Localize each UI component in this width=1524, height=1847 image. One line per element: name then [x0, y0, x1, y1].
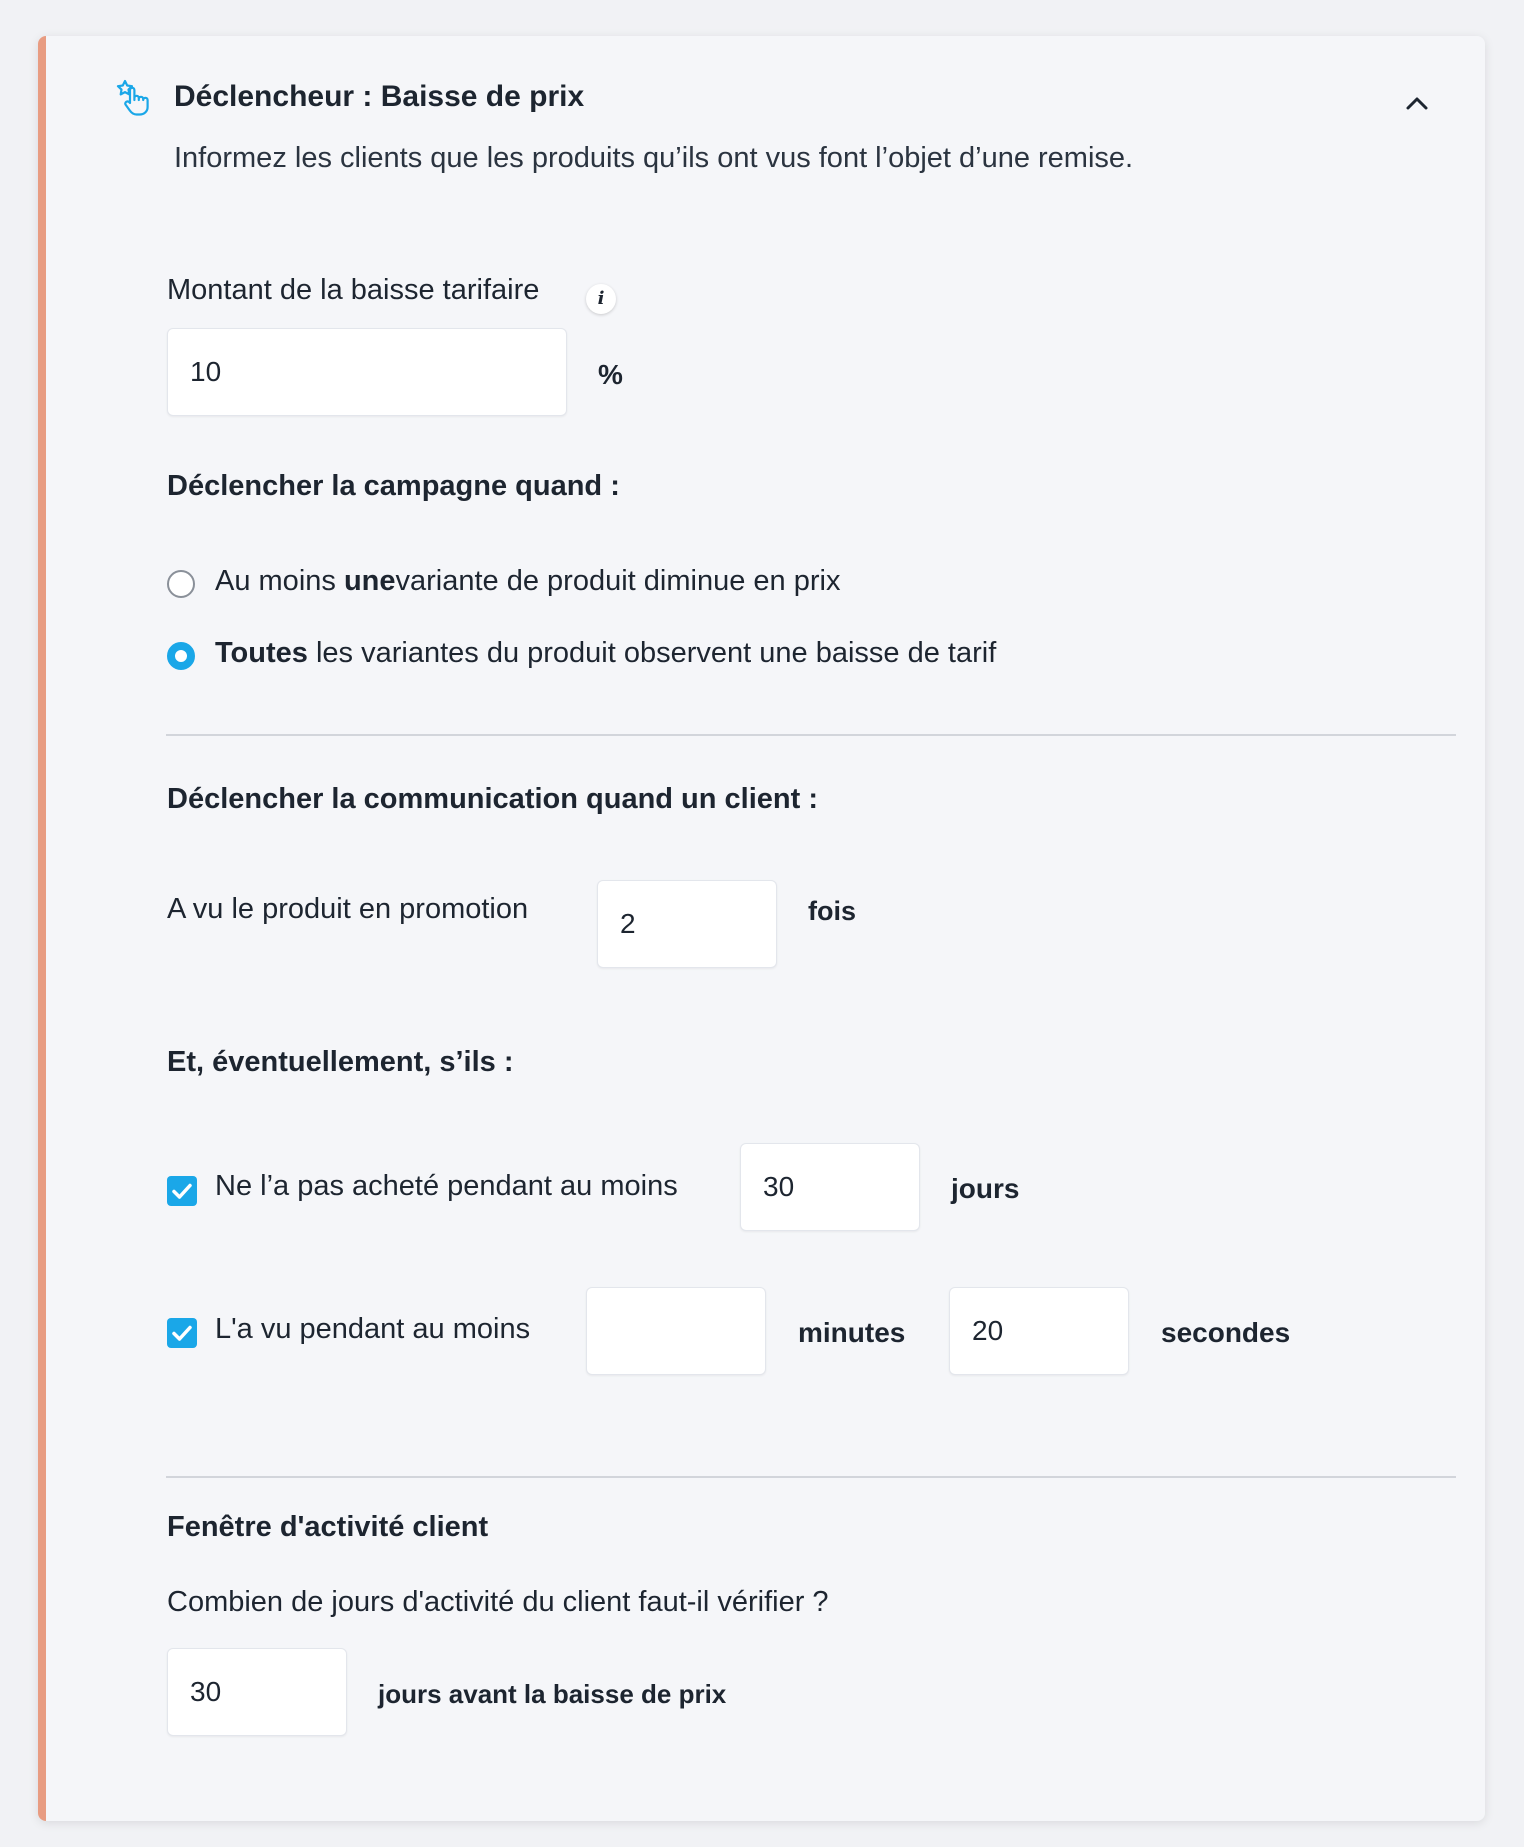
viewed-product-label: A vu le produit en promotion — [167, 893, 529, 925]
activity-days-unit: jours avant la baisse de prix — [378, 1679, 727, 1709]
discount-amount-input[interactable] — [167, 328, 567, 416]
radio-label-all-variants: Toutes les variantes du produit observent une baisse de tarif — [215, 637, 997, 669]
trigger-card — [38, 36, 1485, 1821]
pointer-click-icon — [116, 78, 150, 116]
not-purchased-label: Ne l’a pas acheté pendant au moins — [215, 1170, 678, 1202]
not-purchased-days-input[interactable] — [740, 1143, 920, 1231]
card-accent-border — [38, 36, 46, 1821]
activity-window-heading: Fenêtre d'activité client — [167, 1511, 489, 1543]
activity-window-question: Combien de jours d'activité du client faut-il vérifier ? — [167, 1586, 829, 1618]
viewed-seconds-unit: secondes — [1161, 1317, 1291, 1348]
viewed-duration-checkbox[interactable] — [167, 1318, 197, 1348]
card-description: Informez les clients que les produits qu’ils ont vus font l’objet d’une remise. — [174, 142, 1134, 174]
viewed-duration-label: L'a vu pendant au moins — [215, 1313, 531, 1345]
viewed-count-unit: fois — [808, 896, 857, 926]
radio-at-least-one-variant[interactable] — [167, 570, 195, 598]
activity-days-input[interactable] — [167, 1648, 347, 1736]
info-icon[interactable]: i — [586, 284, 616, 314]
viewed-count-input[interactable] — [597, 880, 777, 968]
viewed-seconds-input[interactable] — [949, 1287, 1129, 1375]
section-divider — [166, 734, 1456, 736]
card-title: Déclencheur : Baisse de prix — [174, 80, 585, 113]
radio-label-at-least-one-variant: Au moins unevariante de produit diminue en prix — [215, 565, 841, 597]
discount-label: Montant de la baisse tarifaire — [167, 274, 540, 306]
not-purchased-checkbox[interactable] — [167, 1176, 197, 1206]
discount-unit: % — [598, 359, 623, 390]
campaign-trigger-heading: Déclencher la campagne quand : — [167, 470, 620, 502]
not-purchased-days-unit: jours — [951, 1173, 1020, 1204]
chevron-up-icon[interactable] — [1402, 88, 1432, 118]
section-divider — [166, 1476, 1456, 1478]
viewed-minutes-unit: minutes — [798, 1317, 906, 1348]
viewed-minutes-input[interactable] — [586, 1287, 766, 1375]
optional-conditions-heading: Et, éventuellement, s’ils : — [167, 1046, 514, 1078]
communication-trigger-heading: Déclencher la communication quand un client : — [167, 783, 818, 815]
radio-all-variants[interactable] — [167, 642, 195, 670]
